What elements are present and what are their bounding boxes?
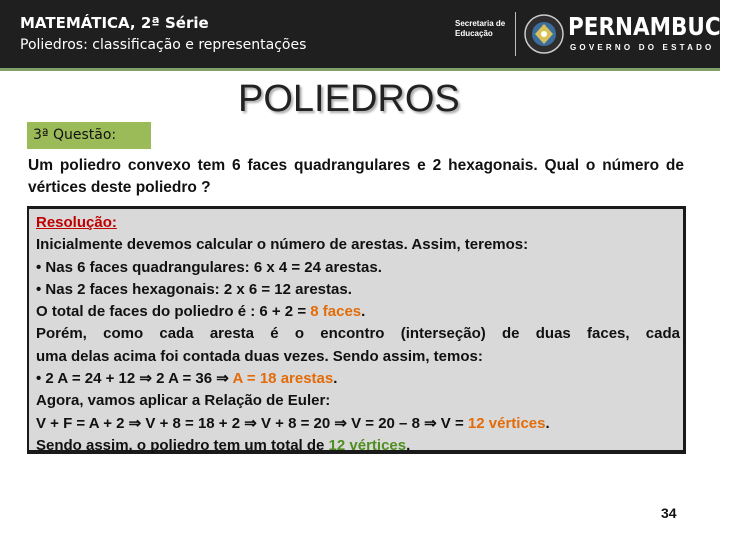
final-suffix: .: [406, 436, 411, 454]
total-suffix: .: [361, 303, 366, 321]
header-accent-line: [0, 68, 720, 71]
edge-explanation-line2: uma delas acima foi contada duas vezes. Sendo assim, temos:: [36, 347, 483, 365]
euler-intro: Agora, vamos aplicar a Relação de Euler:: [36, 392, 331, 410]
euler-calc-line: [36, 413, 680, 435]
state-crest-icon: [524, 12, 564, 56]
euler-prefix: V + F = A + 2 ⇒ V + 8 = 18 + 2 ⇒ V + 8 = 20 ⇒ V = 20 – 8 ⇒ V =: [36, 414, 468, 432]
question-label: 3ª Questão:: [27, 122, 151, 149]
edge-calc-line: [36, 368, 680, 390]
resolution-intro: Inicialmente devemos calcular o número de arestas. Assim, teremos:: [36, 236, 529, 254]
secretaria-label: Secretaria de Educação: [455, 19, 506, 38]
question-text: Um poliedro convexo tem 6 faces quadrangulares e 2 hexagonais. Qual o número de vértices deste poliedro ?: [28, 157, 684, 196]
bullet-quadrangular: • Nas 6 faces quadrangulares: 6 x 4 = 24 arestas.: [36, 258, 382, 276]
total-faces-line: [36, 301, 680, 323]
final-answer-line: [36, 435, 680, 457]
edge-count-value: A = 18 arestas: [232, 370, 334, 388]
header-divider: [515, 12, 516, 56]
resolution-box: [27, 206, 686, 454]
euler-suffix: .: [545, 414, 550, 432]
slide-header: [0, 0, 739, 68]
slide-title: POLIEDROS: [238, 78, 460, 120]
calc-prefix: • 2 A = 24 + 12 ⇒ 2 A = 36 ⇒: [36, 370, 233, 388]
total-prefix: O total de faces do poliedro é : 6 + 2 =: [36, 303, 311, 321]
resolution-content: [36, 212, 680, 457]
resolution-heading: Resolução:: [36, 214, 117, 231]
course-subtitle: Poliedros: classificação e representações: [20, 37, 307, 53]
final-vertex-value: 12 vértices: [328, 436, 407, 454]
brand-subtitle: GOVERNO DO ESTADO: [570, 43, 715, 52]
bullet-hexagonal: • Nas 2 faces hexagonais: 2 x 6 = 12 arestas.: [36, 280, 352, 298]
calc-suffix: .: [333, 370, 338, 388]
final-prefix: Sendo assim, o poliedro tem um total de: [36, 436, 329, 454]
brand-logo: PERNAMBUCO: [568, 12, 739, 41]
page-number: 34: [661, 505, 677, 521]
edge-explanation-line1: Porém, como cada aresta é o encontro (interseção) de duas faces, cada: [36, 325, 680, 343]
course-title: MATEMÁTICA, 2ª Série: [20, 14, 209, 32]
total-faces-value: 8 faces: [310, 303, 362, 321]
vertex-count-value: 12 vértices: [467, 414, 546, 432]
